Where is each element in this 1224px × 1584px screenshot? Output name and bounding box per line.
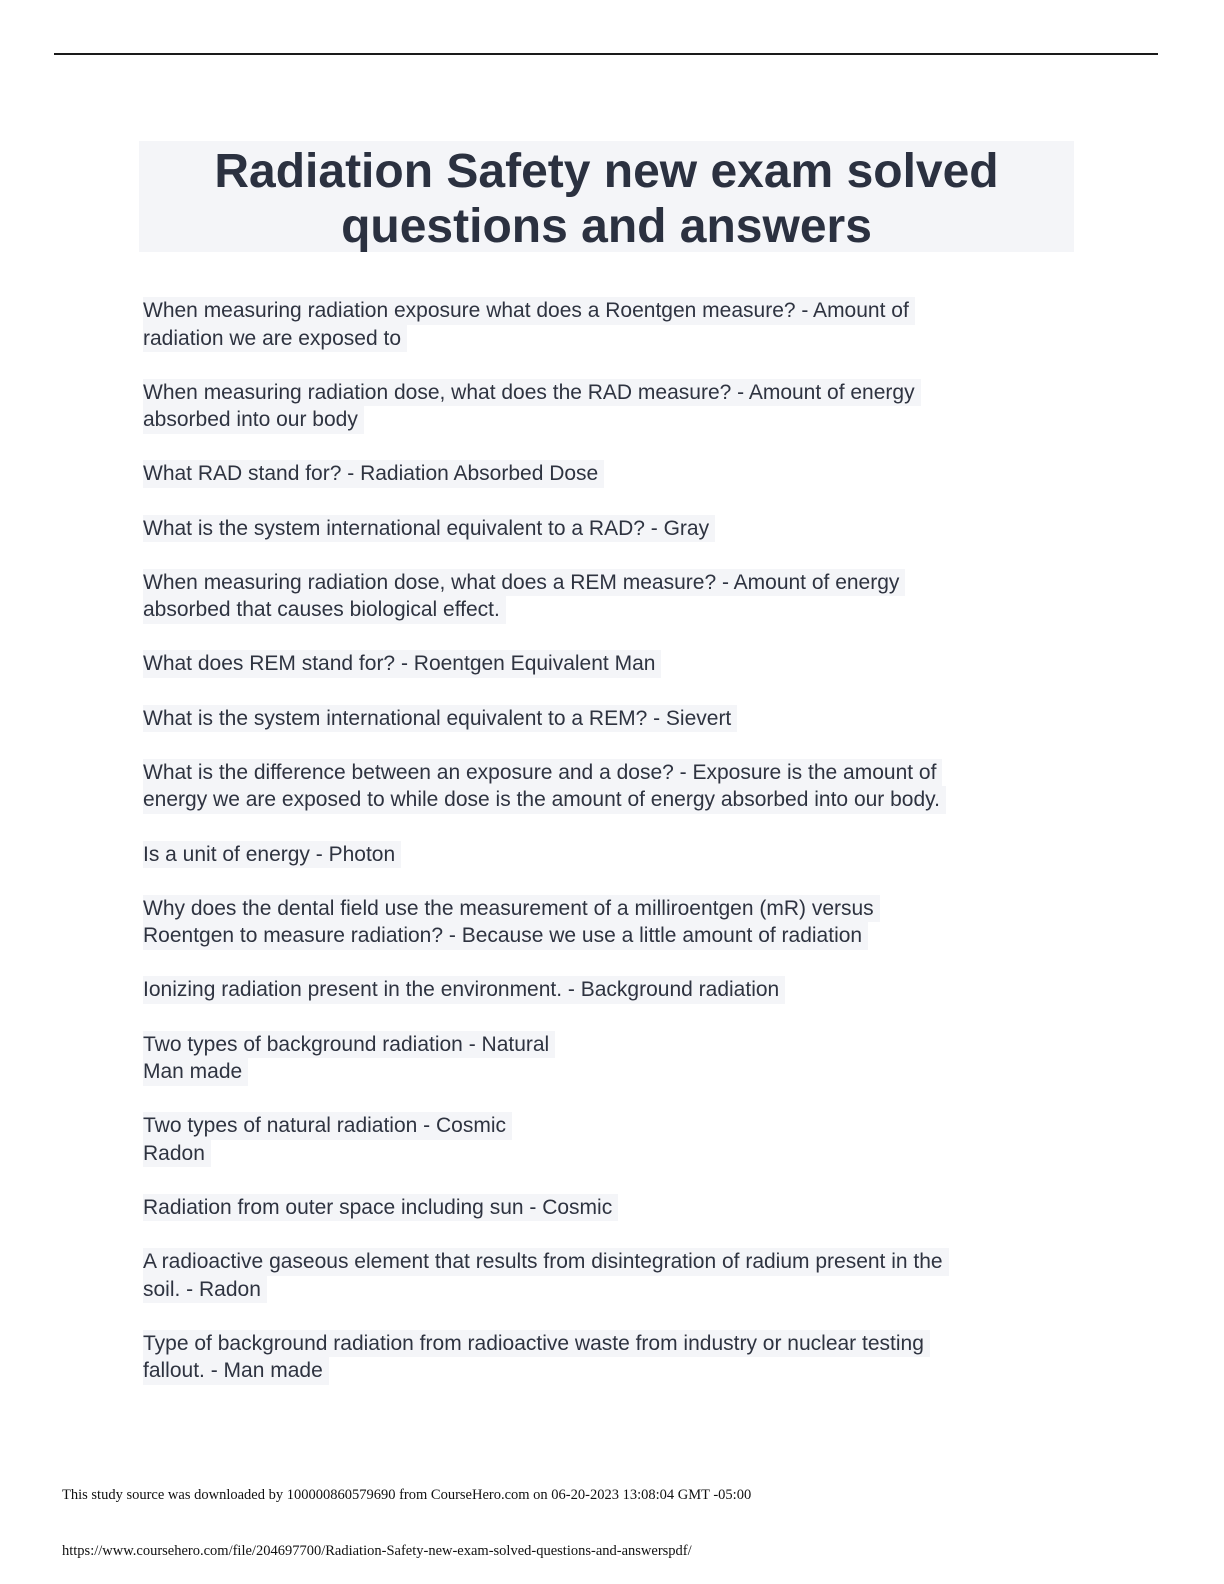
qa-item: [143, 841, 1063, 869]
download-source-note: This study source was downloaded by 100000860579690 from CourseHero.com on 06-20-2023 13:08:04 GMT -05:00: [62, 1487, 752, 1503]
qa-item: [143, 460, 1063, 488]
qa-line: Two types of background radiation - Natural: [143, 1031, 555, 1059]
qa-line: Radiation from outer space including sun - Cosmic: [143, 1194, 618, 1222]
qa-item: [143, 1248, 1063, 1303]
qa-line: What does REM stand for? - Roentgen Equivalent Man: [143, 650, 661, 678]
qa-line: Ionizing radiation present in the environment. - Background radiation: [143, 976, 785, 1004]
qa-line: absorbed that causes biological effect.: [143, 596, 506, 624]
qa-line: What is the system international equivalent to a REM? - Sievert: [143, 705, 737, 733]
qa-line: A radioactive gaseous element that results from disintegration of radium present in the: [143, 1248, 949, 1276]
qa-line: When measuring radiation dose, what does a REM measure? - Amount of energy: [143, 569, 905, 597]
qa-line: What is the difference between an exposure and a dose? - Exposure is the amount of: [143, 759, 942, 787]
title-banner: [139, 141, 1074, 252]
qa-item: [143, 379, 1063, 434]
top-divider: [54, 53, 1158, 55]
qa-line: What is the system international equivalent to a RAD? - Gray: [143, 515, 715, 543]
qa-line: Radon: [143, 1140, 211, 1168]
qa-line: absorbed into our body: [143, 406, 364, 434]
qa-item: [143, 895, 1063, 950]
qa-item: [143, 976, 1063, 1004]
qa-line: energy we are exposed to while dose is the amount of energy absorbed into our body.: [143, 786, 946, 814]
qa-line: Two types of natural radiation - Cosmic: [143, 1112, 512, 1140]
qa-line: What RAD stand for? - Radiation Absorbed Dose: [143, 460, 604, 488]
qa-item: [143, 297, 1063, 352]
qa-item: [143, 705, 1063, 733]
qa-line: When measuring radiation dose, what does the RAD measure? - Amount of energy: [143, 379, 921, 407]
qa-item: [143, 650, 1063, 678]
qa-item: [143, 1330, 1063, 1385]
qa-line: soil. - Radon: [143, 1276, 267, 1304]
qa-item: [143, 759, 1063, 814]
qa-item: [143, 1194, 1063, 1222]
qa-line: radiation we are exposed to: [143, 325, 407, 353]
qa-line: Roentgen to measure radiation? - Because we use a little amount of radiation: [143, 922, 868, 950]
qa-line: When measuring radiation exposure what does a Roentgen measure? - Amount of: [143, 297, 915, 325]
title-line: Radiation Safety new exam solved: [214, 145, 999, 198]
qa-line: Is a unit of energy - Photon: [143, 841, 401, 869]
document-title: [139, 141, 1074, 254]
qa-item: [143, 569, 1063, 624]
qa-item: [143, 515, 1063, 543]
source-url-link[interactable]: https://www.coursehero.com/file/204697700/Radiation-Safety-new-exam-solved-questions-and-answerspdf/: [62, 1543, 692, 1559]
qa-line: fallout. - Man made: [143, 1357, 329, 1385]
qa-list: [143, 297, 1063, 1412]
title-line: questions and answers: [341, 200, 872, 253]
qa-item: [143, 1112, 1063, 1167]
qa-line: Type of background radiation from radioactive waste from industry or nuclear testing: [143, 1330, 930, 1358]
qa-line: Why does the dental field use the measurement of a milliroentgen (mR) versus: [143, 895, 880, 923]
qa-line: Man made: [143, 1058, 248, 1086]
qa-item: [143, 1031, 1063, 1086]
